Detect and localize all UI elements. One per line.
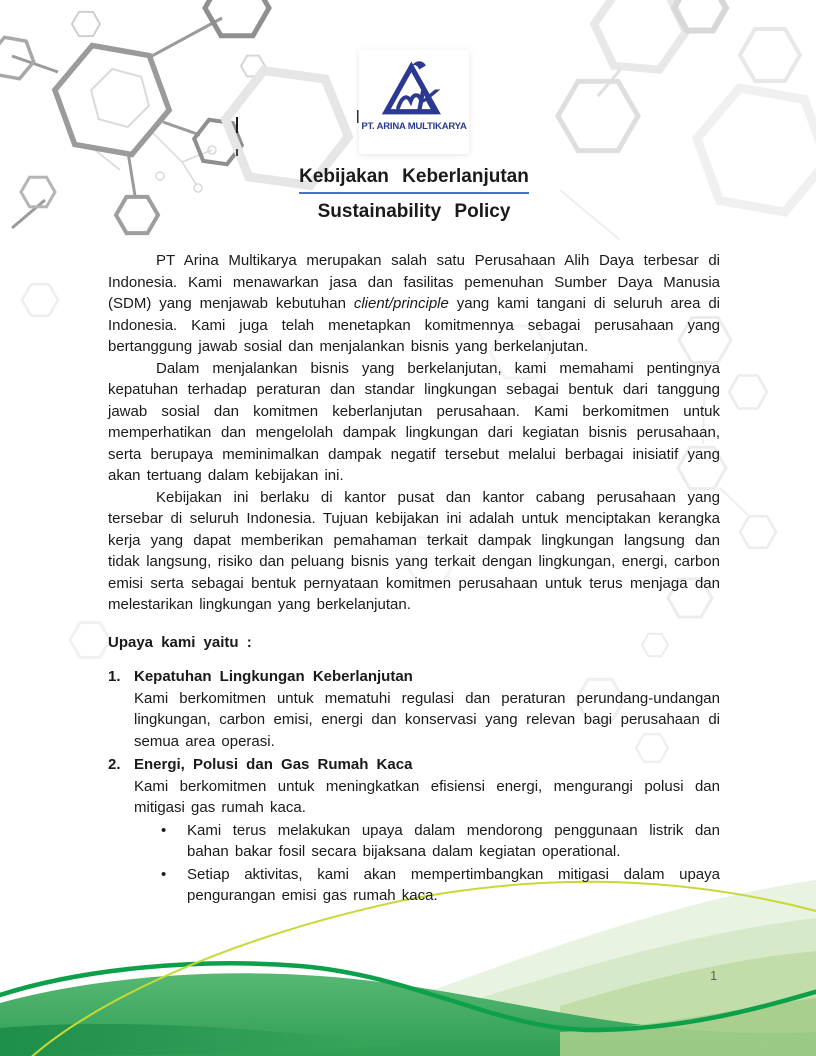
list-item-1 bbox=[108, 666, 720, 752]
bullet-item bbox=[134, 820, 720, 863]
bullet-item-1-text: Kami terus melakukan upaya dalam mendorong penggunaan listrik dan bahan bakar fosil secara bijaksana dalam kegiatan operational. bbox=[187, 821, 720, 860]
list-item-2-bullets bbox=[134, 820, 720, 907]
paragraph-intro bbox=[108, 250, 720, 358]
efforts-heading: Upaya kami yaitu : bbox=[108, 633, 252, 651]
title-block bbox=[108, 166, 720, 223]
list-item-2 bbox=[108, 754, 720, 907]
list-item-1-body: Kami berkomitmen untuk mematuhi regulasi dan peraturan perundang-undangan lingkungan, carbon emisi, energi dan konservasi yang relevan bagi perusahaan di semua area operasi. bbox=[134, 689, 720, 750]
client-principle-italic: client/principle bbox=[353, 295, 449, 312]
efforts-list bbox=[108, 666, 720, 907]
list-item-1-number: 1. bbox=[108, 668, 121, 685]
body-text bbox=[108, 250, 720, 907]
document-content bbox=[108, 50, 720, 907]
list-item-2-body: Kami berkomitmen untuk meningkatkan efisiensi energi, mengurangi polusi dan mitigasi gas rumah kaca. bbox=[134, 777, 720, 816]
bullet-item bbox=[134, 864, 720, 907]
company-logo bbox=[359, 50, 469, 154]
bullet-item-2-text: Setiap aktivitas, kami akan mempertimbangkan mitigasi dalam upaya pengurangan emisi gas rumah kaca. bbox=[187, 865, 720, 904]
company-name: PT. ARINA MULTIKARYA bbox=[361, 121, 467, 132]
page-title-indonesian: Kebijakan Keberlanjutan bbox=[299, 166, 529, 194]
paragraph-intro-text-after: yang kami tangani di seluruh area di Indonesia. Kami juga telah menetapkan komitmennya sebagai perusahaan yang bertanggung jawab sosial dan menjalankan bisnis yang berkelanjutan. bbox=[108, 295, 720, 355]
page-number: 1 bbox=[710, 968, 718, 983]
bullet-marker: • bbox=[161, 865, 167, 883]
paragraph-intro-text: PT Arina Multikarya merupakan salah satu Perusahaan Alih Daya terbesar di Indonesia. Kami menawarkan jasa dan fasilitas pemenuhan Sumber Daya Manusia (SDM) yang menjawab kebutuhan bbox=[108, 252, 720, 312]
paragraph-commitment: Dalam menjalankan bisnis yang berkelanjutan, kami memahami pentingnya kepatuhan terhadap peraturan dan standar lingkungan sebagai bentuk dari tanggung jawab sosial dan komitmen keberlanjutan perusahaan. Kami berkomitmen untuk memperhatikan dan mengelolah dampak lingkungan dari kegiatan bisnis perusahaan, serta berupaya meminimalkan dampak negatif tersebut melalui berbagai inisiatif yang akan tertuang dalam kebijakan ini. bbox=[108, 359, 720, 484]
paragraph-scope: Kebijakan ini berlaku di kantor pusat dan kantor cabang perusahaan yang tersebar di seluruh Indonesia. Tujuan kebijakan ini adalah untuk menciptakan kerangka kerja yang dapat memberikan pemahaman terkait dampak lingkungan langsung dan tidak langsung, risiko dan peluang bisnis yang terkait dengan lingkungan, energi, carbon emisi serta sebagai bentuk pernyataan komitmen perusahaan untuk terus menjaga dan melestarikan lingkungan yang berkelanjutan. bbox=[108, 488, 720, 613]
list-item-1-title: Kepatuhan Lingkungan Keberlanjutan bbox=[134, 668, 413, 685]
arina-multikarya-logo-icon bbox=[381, 57, 447, 119]
list-item-2-title: Energi, Polusi dan Gas Rumah Kaca bbox=[134, 756, 413, 773]
page-title-english: Sustainability Policy bbox=[317, 201, 511, 222]
list-item-2-number: 2. bbox=[108, 756, 121, 773]
bullet-marker: • bbox=[161, 821, 167, 839]
svg-text:K: K bbox=[416, 84, 439, 118]
